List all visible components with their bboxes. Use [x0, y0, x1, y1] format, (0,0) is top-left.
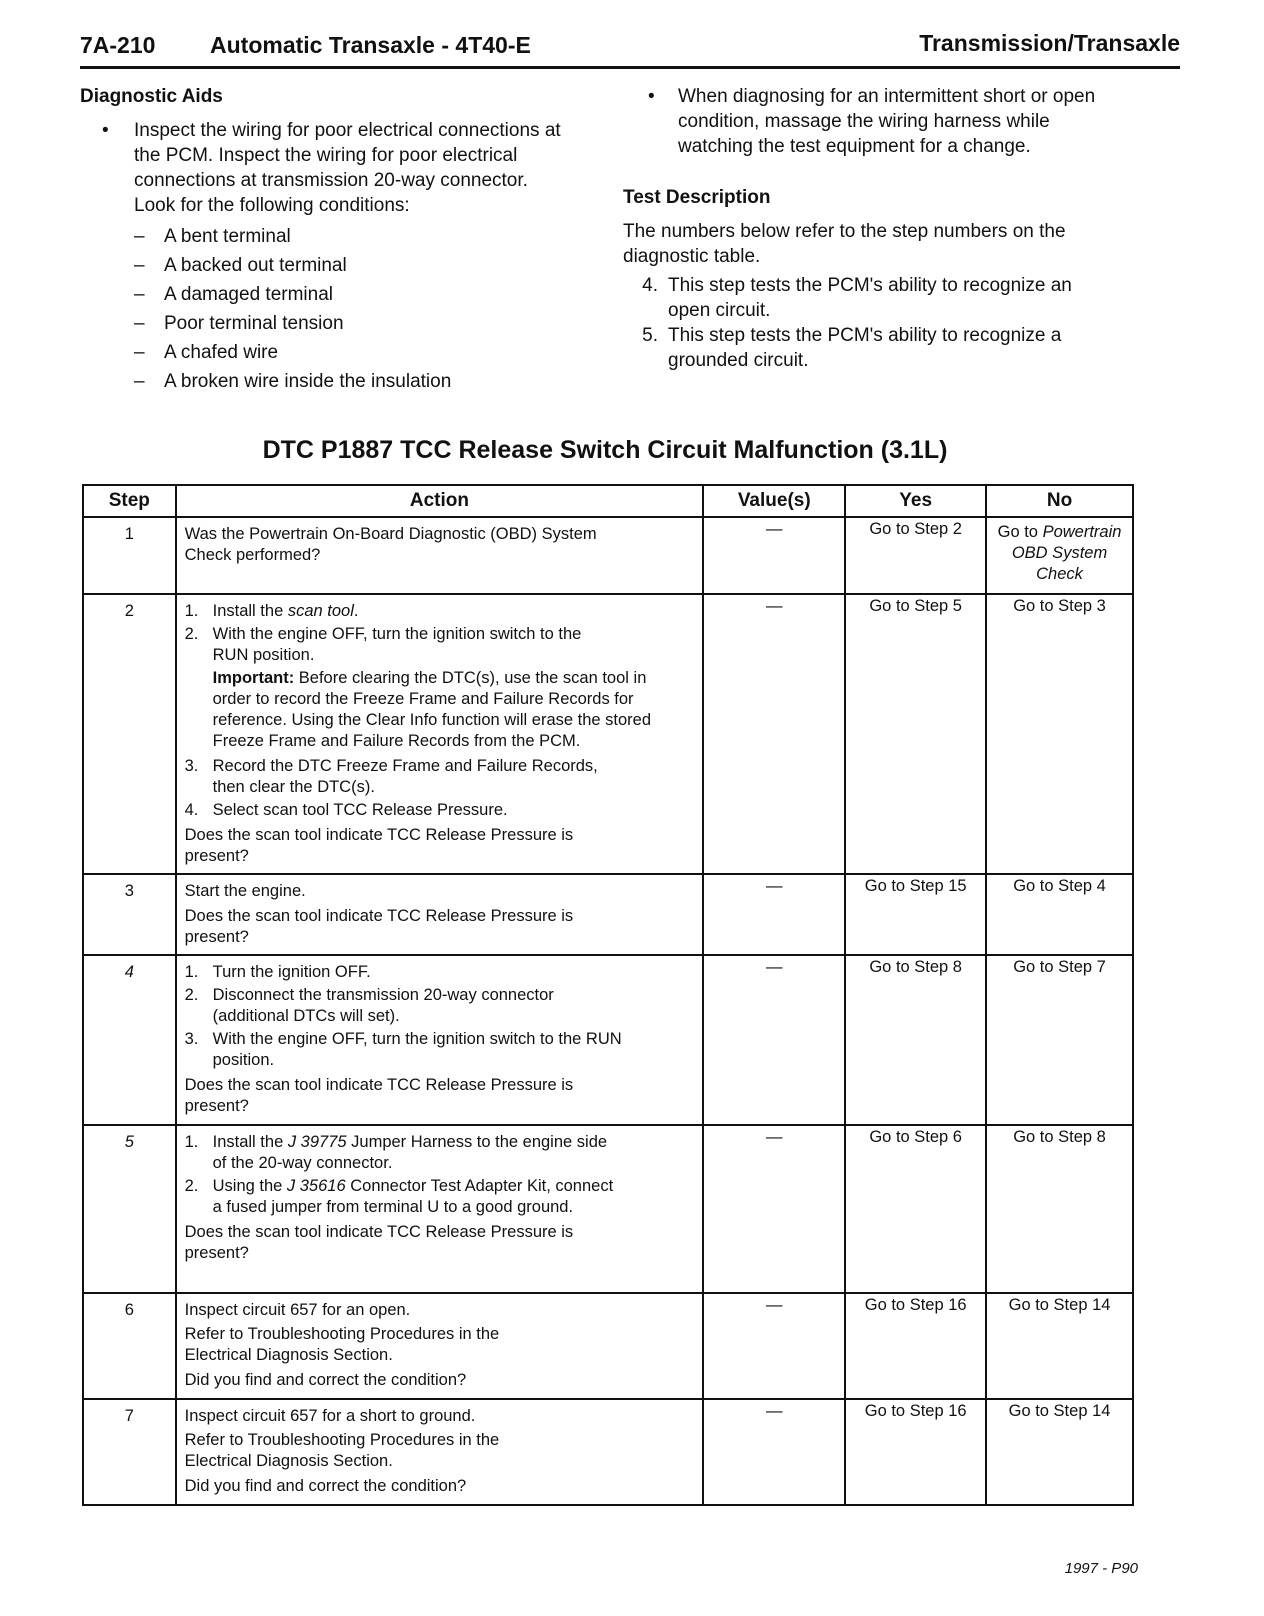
list-item: – Poor terminal tension	[134, 313, 344, 334]
test-description-intro: The numbers below refer to the step numbers on the diagnostic table.	[623, 221, 1066, 267]
no-cell: Go to Step 4	[986, 874, 1133, 955]
value-cell: —	[703, 594, 845, 874]
table-row	[83, 1125, 1133, 1293]
test-description-heading: Test Description	[623, 187, 771, 208]
action-cell: 1. Install the J 39775 Jumper Harness to the engine side of the 20-way connector. 2. Using the J 35616 Connector Test Adapter Kit, connect a fused jumper from terminal U to a good ground. Does the scan tool indicate TCC Release Pressure is present?	[176, 1125, 704, 1293]
yes-cell: Go to Step 2	[845, 517, 986, 594]
bullet-text: Inspect the wiring for poor electrical connections at the PCM. Inspect the wiring for poor electrical connections at transmission 20-way connector. Look for the following conditions:	[134, 120, 561, 216]
page-footer: 1997 - P90	[1064, 1560, 1138, 1577]
no-cell: Go to Powertrain OBD System Check	[986, 517, 1133, 594]
value-cell: —	[703, 517, 845, 594]
value-cell: —	[703, 955, 845, 1125]
table-row	[83, 517, 1133, 594]
diagnostic-aids-bullet	[80, 118, 600, 218]
step-number: 1	[83, 517, 176, 594]
yes-cell: Go to Step 15	[845, 874, 986, 955]
page-title: Automatic Transaxle - 4T40-E	[210, 32, 531, 58]
header-no: No	[986, 485, 1133, 517]
list-item: – A bent terminal	[134, 226, 291, 247]
list-item: – A chafed wire	[134, 342, 279, 363]
yes-cell: Go to Step 5	[845, 594, 986, 874]
action-cell: Inspect circuit 657 for a short to ground. Refer to Troubleshooting Procedures in the Electrical Diagnosis Section. Did you find and correct the condition?	[176, 1399, 704, 1505]
header-action: Action	[176, 485, 704, 517]
yes-cell: Go to Step 16	[845, 1399, 986, 1505]
yes-cell: Go to Step 6	[845, 1125, 986, 1293]
step-number: 7	[83, 1399, 176, 1505]
step-number: 5	[83, 1125, 176, 1293]
table-header-row	[83, 485, 1133, 517]
test-description-list	[618, 273, 1168, 373]
no-cell: Go to Step 7	[986, 955, 1133, 1125]
no-cell: Go to Step 8	[986, 1125, 1133, 1293]
table-row	[83, 955, 1133, 1125]
diagnostic-aids-heading: Diagnostic Aids	[80, 86, 223, 107]
list-item: – A damaged terminal	[134, 284, 333, 305]
intermittent-bullet	[648, 84, 1168, 159]
table-title: DTC P1887 TCC Release Switch Circuit Malfunction (3.1L)	[262, 436, 948, 464]
value-cell: —	[703, 1125, 845, 1293]
diagnostic-aids-section	[80, 86, 600, 396]
list-item: 4. This step tests the PCM's ability to recognize an open circuit.	[642, 275, 1072, 321]
header-step: Step	[83, 485, 176, 517]
action-cell: 1. Turn the ignition OFF. 2. Disconnect the transmission 20-way connector (additional DTCs will set). 3. With the engine OFF, turn the ignition switch to the RUN position. Does the scan tool indicate TCC Release Pressure is present?	[176, 955, 704, 1125]
no-cell: Go to Step 3	[986, 594, 1133, 874]
page-header	[80, 30, 1180, 69]
step-number: 3	[83, 874, 176, 955]
step-number: 6	[83, 1293, 176, 1399]
table-row	[83, 874, 1133, 955]
no-cell: Go to Step 14	[986, 1399, 1133, 1505]
bullet-icon: •	[648, 86, 655, 107]
page-number: 7A-210	[80, 32, 156, 58]
header-values: Value(s)	[703, 485, 845, 517]
yes-cell: Go to Step 8	[845, 955, 986, 1125]
action-cell: Inspect circuit 657 for an open. Refer to Troubleshooting Procedures in the Electrical Diagnosis Section. Did you find and correct the condition?	[176, 1293, 704, 1399]
step-number: 2	[83, 594, 176, 874]
yes-cell: Go to Step 16	[845, 1293, 986, 1399]
table-row	[83, 1293, 1133, 1399]
no-cell: Go to Step 14	[986, 1293, 1133, 1399]
conditions-list	[134, 222, 600, 396]
value-cell: —	[703, 874, 845, 955]
action-cell: 1. Install the scan tool. 2. With the engine OFF, turn the ignition switch to the RUN position. Important: Before clearing the DTC(s), use the scan tool in order to record the Freeze Frame and Failure Records for reference. Using the Clear Info function will erase the stored Freeze Frame and Failure Records from the PCM. 3. Record the DTC Freeze Frame and Failure Records, then clear the DTC(s). 4. Select scan tool TCC Release Pressure. Does the scan tool indicate TCC Release Pressure is present?	[176, 594, 704, 874]
value-cell: —	[703, 1293, 845, 1399]
section-title: Transmission/Transaxle	[919, 30, 1180, 56]
bullet-icon: •	[102, 120, 109, 141]
diagnostic-table	[82, 484, 1134, 1506]
action-cell: Was the Powertrain On-Board Diagnostic (OBD) System Check performed?	[176, 517, 704, 594]
value-cell: —	[703, 1399, 845, 1505]
table-row	[83, 1399, 1133, 1505]
step-number: 4	[83, 955, 176, 1125]
list-item: – A backed out terminal	[134, 255, 347, 276]
header-yes: Yes	[845, 485, 986, 517]
list-item: – A broken wire inside the insulation	[134, 371, 452, 392]
bullet-text: When diagnosing for an intermittent short or open condition, massage the wiring harness while watching the test equipment for a change.	[678, 86, 1096, 157]
list-item: 5. This step tests the PCM's ability to recognize a grounded circuit.	[642, 325, 1062, 371]
table-row	[83, 594, 1133, 874]
right-column	[623, 84, 1168, 373]
action-cell: Start the engine. Does the scan tool indicate TCC Release Pressure is present?	[176, 874, 704, 955]
